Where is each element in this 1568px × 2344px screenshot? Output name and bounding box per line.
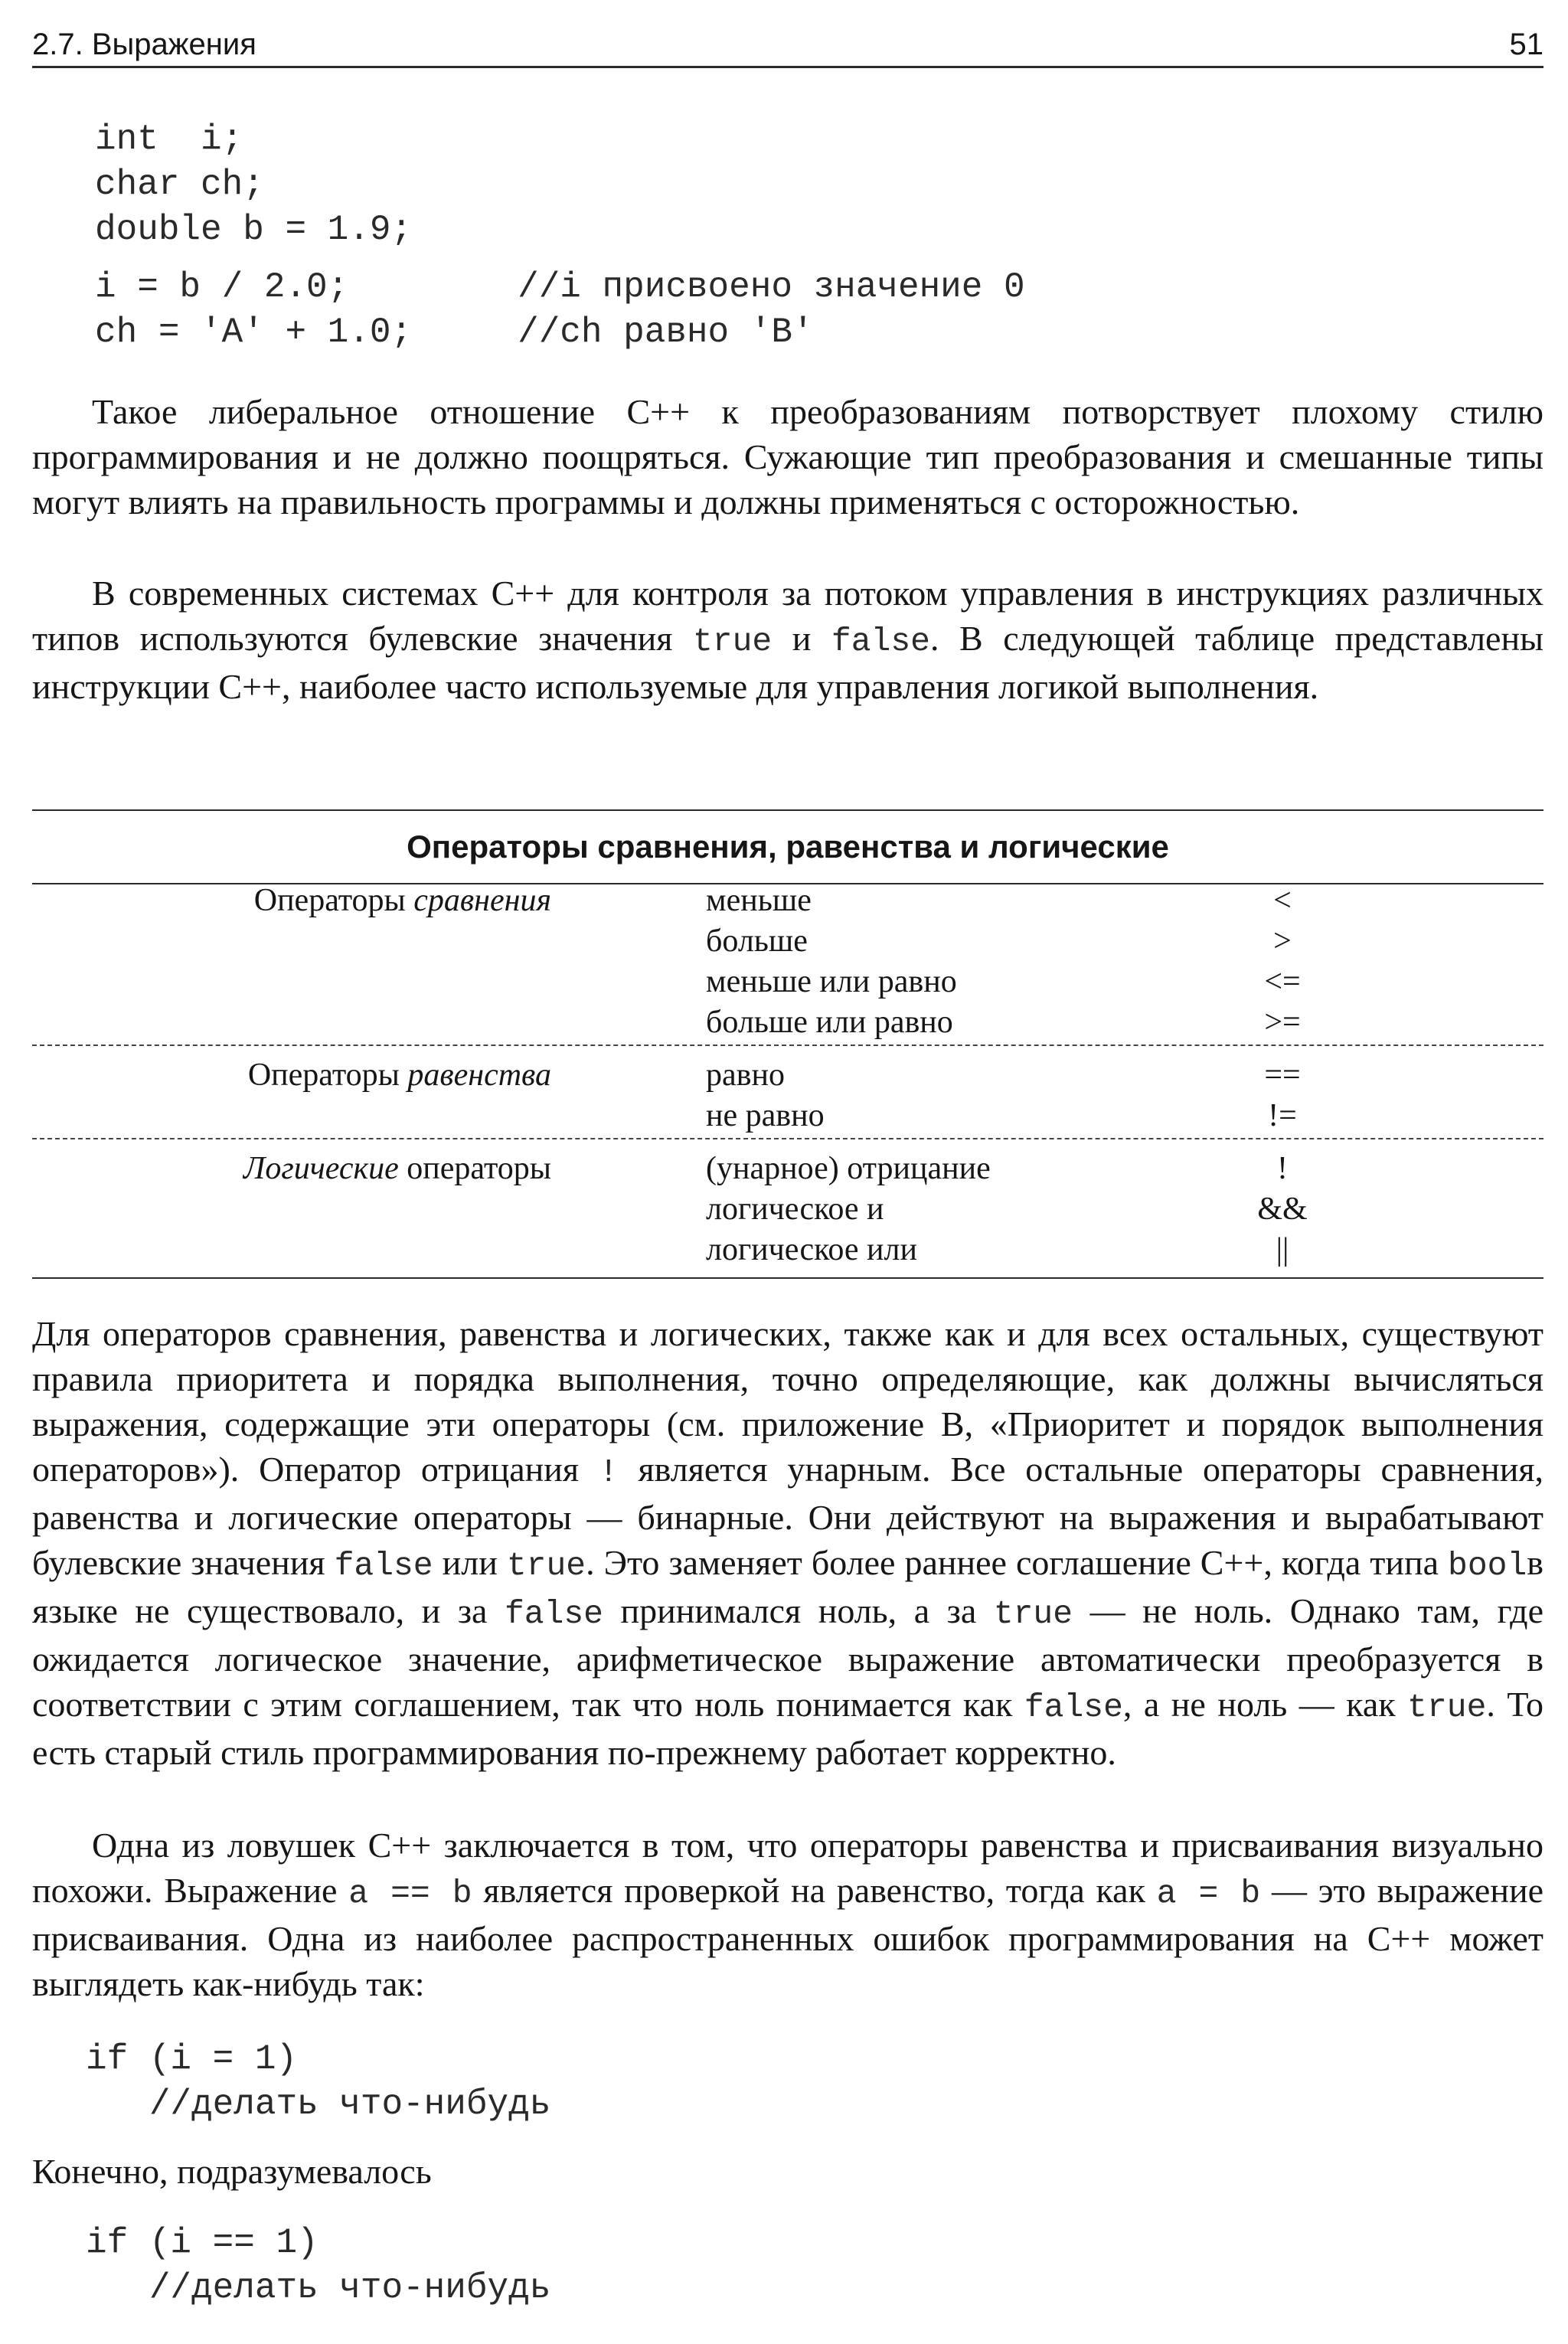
- group-divider: [32, 1138, 1544, 1139]
- code-line: char ch;: [95, 165, 264, 204]
- running-head: [32, 28, 1544, 68]
- code-block-correct: [86, 2221, 550, 2311]
- section-title: 2.7. Выражения: [32, 28, 256, 61]
- code-line: ch = 'A' + 1.0; //ch равно 'B': [95, 312, 814, 352]
- op-symbol: ||: [1276, 1232, 1289, 1267]
- paragraph-boolean-values: В современных системах C++ для контроля за потоком управления в инструкциях различных типов используются булевские значения true и false. В следующей таблице представлены инструкции C++, наиболее часто используемые для управления логикой выполнения.: [32, 574, 1544, 706]
- op-symbol: !=: [1268, 1098, 1297, 1133]
- group-label-comparison: Операторы сравнения: [253, 883, 551, 918]
- page-number: 51: [1509, 28, 1544, 61]
- code-line: if (i == 1): [86, 2223, 318, 2263]
- op-symbol: ==: [1264, 1058, 1301, 1093]
- op-name: больше или равно: [706, 1005, 953, 1040]
- code-line: //делать что-нибудь: [86, 2268, 551, 2308]
- op-name: (унарное) отрицание: [706, 1151, 991, 1186]
- op-name: не равно: [706, 1098, 825, 1133]
- code-line: //делать что-нибудь: [86, 2084, 551, 2124]
- op-name: меньше или равно: [706, 964, 957, 999]
- op-name: равно: [706, 1058, 785, 1093]
- op-name: логическое и: [706, 1192, 884, 1227]
- op-symbol: <: [1273, 883, 1292, 918]
- group-label-logical: Логические операторы: [243, 1151, 551, 1186]
- table-bottom-rule: [32, 1277, 1544, 1279]
- group-divider: [32, 1045, 1544, 1046]
- op-name: больше: [706, 924, 808, 959]
- paragraph-pitfall: Одна из ловушек C++ заключается в том, что операторы равенства и присваивания визуально похожи. Выражение a == b является проверкой на равенство, тогда как a = b — это выражение присваивания. Одна из наиболее распространенных ошибок программирования на C++ может выглядеть как-нибудь так:: [32, 1826, 1544, 2003]
- paragraph-conversions: Такое либеральное отношение C++ к преобразованиям потворствует плохому стилю программирования и не должно поощряться. Сужающие тип преобразования и смешанные типы могут влиять на правильность программы и должны применяться с осторожностью.: [32, 392, 1544, 521]
- op-name: логическое или: [706, 1232, 917, 1267]
- op-symbol: >=: [1264, 1005, 1301, 1040]
- op-symbol: <=: [1264, 964, 1301, 999]
- table-title: Операторы сравнения, равенства и логические: [32, 809, 1544, 884]
- paragraph-intended: Конечно, подразумевалось: [32, 2152, 432, 2191]
- op-name: меньше: [706, 883, 812, 918]
- paragraph-precedence: Для операторов сравнения, равенства и логических, также как и для всех остальных, существуют правила приоритета и порядка выполнения, точно определяющие, как должны вычисляться выражения, содержащие эти операторы (см. приложение B, «Приоритет и порядок выполнения операторов»). Оператор отрицания ! является унарным. Все остальные операторы сравнения, равенства и логические операторы — бинарные. Они действуют на выражения и вырабатывают булевские значения false или true. Это заменяет более раннее соглашение C++, когда типа boolв языке не существовало, и за false принимался ноль, а за true — не ноль. Однако там, где ожидается логическое значение, арифметическое выражение автоматически преобразуется в соответствии с этим соглашением, так что ноль понимается как false, а не ноль — как true. То есть старый стиль программирования по-прежнему работает корректно.: [32, 1314, 1544, 1772]
- op-symbol: &&: [1257, 1192, 1308, 1227]
- code-line: if (i = 1): [86, 2039, 298, 2079]
- code-block-declarations: [95, 117, 1025, 355]
- code-block-error: [86, 2037, 550, 2127]
- group-label-equality: Операторы равенства: [247, 1058, 551, 1093]
- code-line: int i;: [95, 119, 243, 159]
- code-line: double b = 1.9;: [95, 210, 413, 250]
- code-line: i = b / 2.0; //i присвоено значение 0: [95, 267, 1025, 307]
- op-symbol: >: [1273, 924, 1292, 959]
- op-symbol: !: [1277, 1151, 1288, 1186]
